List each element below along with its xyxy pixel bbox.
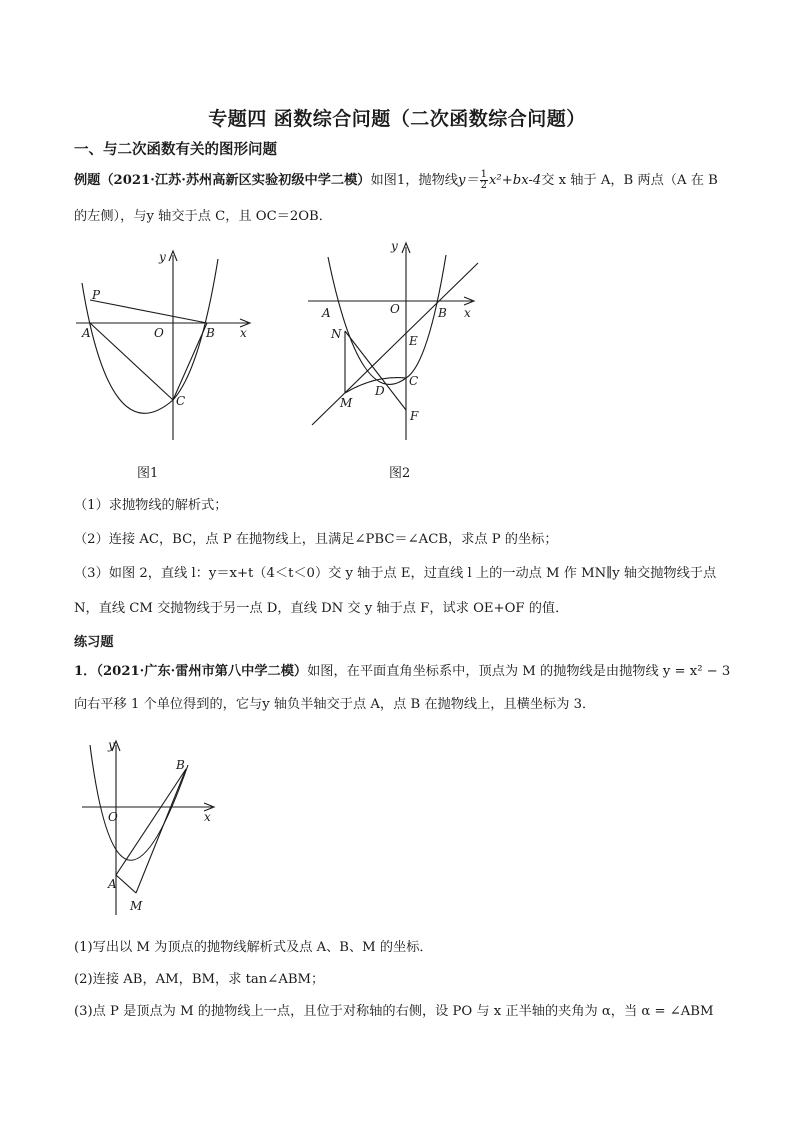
practice-1-number: 1． [74, 664, 97, 679]
example-q1: （1）求抛物线的解析式； [74, 498, 228, 513]
fig3-line-AB [116, 769, 186, 875]
example-text-1b: 交 x 轴于 A，B 两点（A 在 B [541, 173, 718, 188]
figure-1-caption: 图1 [137, 466, 159, 481]
example-text-1a: 如图1，抛物线 [370, 173, 458, 188]
fig3-label-A: A [108, 877, 117, 891]
practice-1-q3: (3)点 P 是顶点为 M 的抛物线上一点，且位于对称轴的右侧，设 PO 与 x 正半轴的夹角为 α，当 α = ∠ABM [74, 1004, 714, 1019]
fig2-line-l [312, 263, 478, 425]
fig3-line-AM [116, 875, 136, 893]
figure-2 [300, 235, 485, 447]
func-postfix: x²+bx-4 [488, 173, 542, 188]
practice-heading: 练习题 [74, 635, 114, 650]
fraction-den: 2 [480, 180, 487, 191]
fig3-label-M: M [130, 899, 143, 913]
example-source: （2021·江苏·苏州高新区实验初级中学二模） [100, 173, 371, 188]
fig1-label-B: B [206, 326, 215, 340]
fig1-line-PB [90, 300, 207, 323]
fig3-label-y: y [108, 738, 115, 752]
fig2-label-E: E [409, 334, 418, 348]
func-prefix: y＝ [457, 173, 479, 188]
example-q3-line-2: N，直线 CM 交抛物线于另一点 D，直线 DN 交 y 轴于点 F，试求 OE+OF 的值． [74, 601, 569, 616]
example-q3-line-1: （3）如图 2，直线 l：y＝x+t（4＜t＜0）交 y 轴于点 E，过直线 l 上的一动点 M 作 MN∥y 轴交抛物线于点 [74, 566, 717, 581]
example-line-2: 的左侧），与y 轴交于点 C，且 OC＝2OB． [74, 209, 332, 224]
fig2-label-C: C [409, 374, 419, 388]
fig3-label-B: B [176, 758, 185, 772]
figure-1 [70, 245, 260, 445]
fig1-label-x: x [240, 326, 247, 340]
fig2-label-D: D [375, 384, 385, 398]
fig2-label-y: y [391, 239, 398, 253]
fig2-label-A: A [322, 306, 331, 320]
fig3-label-x: x [204, 810, 211, 824]
fig2-label-M: M [340, 396, 353, 410]
fig1-label-P: P [92, 288, 101, 302]
practice-1-line-2: 向右平移 1 个单位得到的，它与y 轴负半轴交于点 A，点 B 在抛物线上，且横坐标为 3． [74, 697, 596, 712]
fig3-label-O: O [108, 810, 118, 824]
fraction-num: 1 [480, 169, 487, 180]
fig2-parabola [328, 255, 446, 384]
example-q2: （2）连接 AC，BC，点 P 在抛物线上，且满足∠PBC＝∠ACB，求点 P 的坐标； [74, 532, 558, 547]
practice-1-line-1 [74, 662, 730, 682]
fig2-label-B: B [438, 306, 447, 320]
fig1-line-BC [173, 323, 207, 400]
fig1-label-A: A [82, 326, 91, 340]
fraction-half [480, 170, 488, 191]
fig1-label-y: y [159, 250, 166, 264]
fig2-label-F: F [410, 409, 419, 423]
fig2-label-O: O [390, 302, 400, 316]
fig1-label-C: C [176, 394, 186, 408]
fig3-parabola [90, 745, 188, 860]
figure-3 [78, 735, 228, 920]
section-heading: 一、与二次函数有关的图形问题 [74, 142, 277, 158]
practice-1-text: 如图，在平面直角坐标系中，顶点为 M 的抛物线是由抛物线 y = x² − 3 [307, 664, 731, 679]
practice-1-q1: (1)写出以 M 为顶点的抛物线解析式及点 A、B、M 的坐标． [74, 940, 433, 955]
page-title: 专题四 函数综合问题（二次函数综合问题） [208, 108, 586, 130]
practice-1-q2: (2)连接 AB，AM，BM，求 tan∠ABM； [74, 972, 325, 987]
fig2-label-x: x [464, 306, 471, 320]
fig1-parabola [82, 259, 218, 413]
example-lead: 例题 [74, 173, 101, 188]
practice-1-source: （2021·广东·雷州市第八中学二模） [96, 664, 308, 679]
figure-2-caption: 图2 [389, 466, 411, 481]
fig3-line-BM [136, 769, 186, 893]
example-line-1 [74, 170, 718, 191]
fig1-label-O: O [154, 326, 164, 340]
fig2-label-N: N [331, 327, 342, 341]
